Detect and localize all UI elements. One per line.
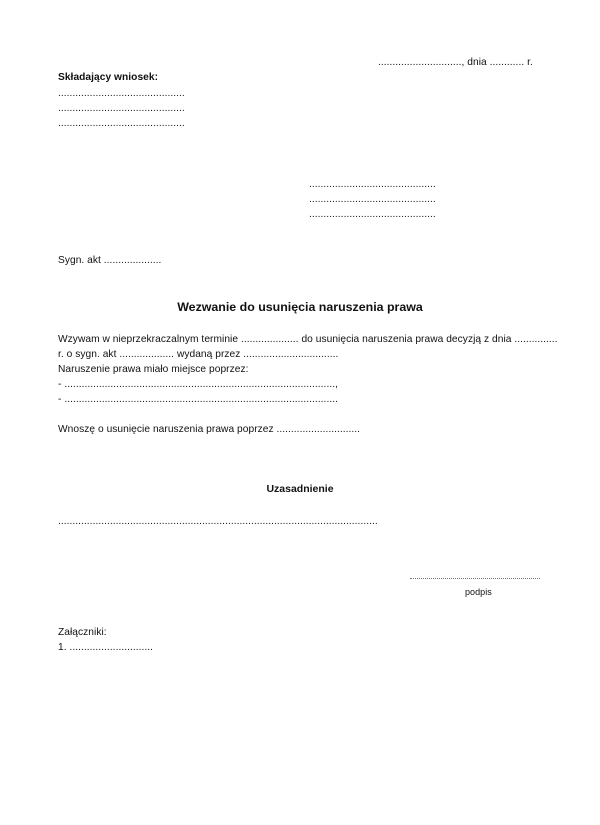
- recipient-line-3: ............................................: [309, 209, 436, 220]
- recipient-line-2: ............................................: [309, 194, 436, 205]
- body-line-2: r. o sygn. akt ................... wydaną przez .................................: [58, 349, 339, 360]
- case-reference: Sygn. akt ....................: [58, 255, 162, 266]
- body-line-3: Naruszenie prawa miało miejsce poprzez:: [58, 364, 249, 375]
- attachment-item-1: 1. .............................: [58, 642, 154, 653]
- applicant-line-1: ............................................: [58, 88, 185, 99]
- place-date-line: ............................., dnia ............ r.: [378, 57, 533, 68]
- justification-text: ...............................................................................................................: [58, 516, 378, 527]
- applicant-label: Składający wniosek:: [58, 72, 159, 83]
- attachments-label: Załączniki:: [58, 627, 107, 638]
- violation-item-2: - ...............................................................................................: [58, 394, 338, 405]
- body-line-1: Wzywam w nieprzekraczalnym terminie .................... do usunięcia naruszenia prawa decyzją z dnia ...............: [58, 334, 558, 345]
- violation-item-1: - ..............................................................................................,: [58, 379, 338, 390]
- document-title: Wezwanie do usunięcia naruszenia prawa: [177, 300, 423, 314]
- applicant-line-2: ............................................: [58, 103, 185, 114]
- signature-line: [410, 578, 540, 579]
- recipient-line-1: ............................................: [309, 179, 436, 190]
- request-line: Wnoszę o usunięcie naruszenia prawa poprzez .............................: [58, 424, 361, 435]
- signature-label: podpis: [465, 587, 492, 597]
- justification-heading: Uzasadnienie: [266, 483, 334, 495]
- applicant-line-3: ............................................: [58, 118, 185, 129]
